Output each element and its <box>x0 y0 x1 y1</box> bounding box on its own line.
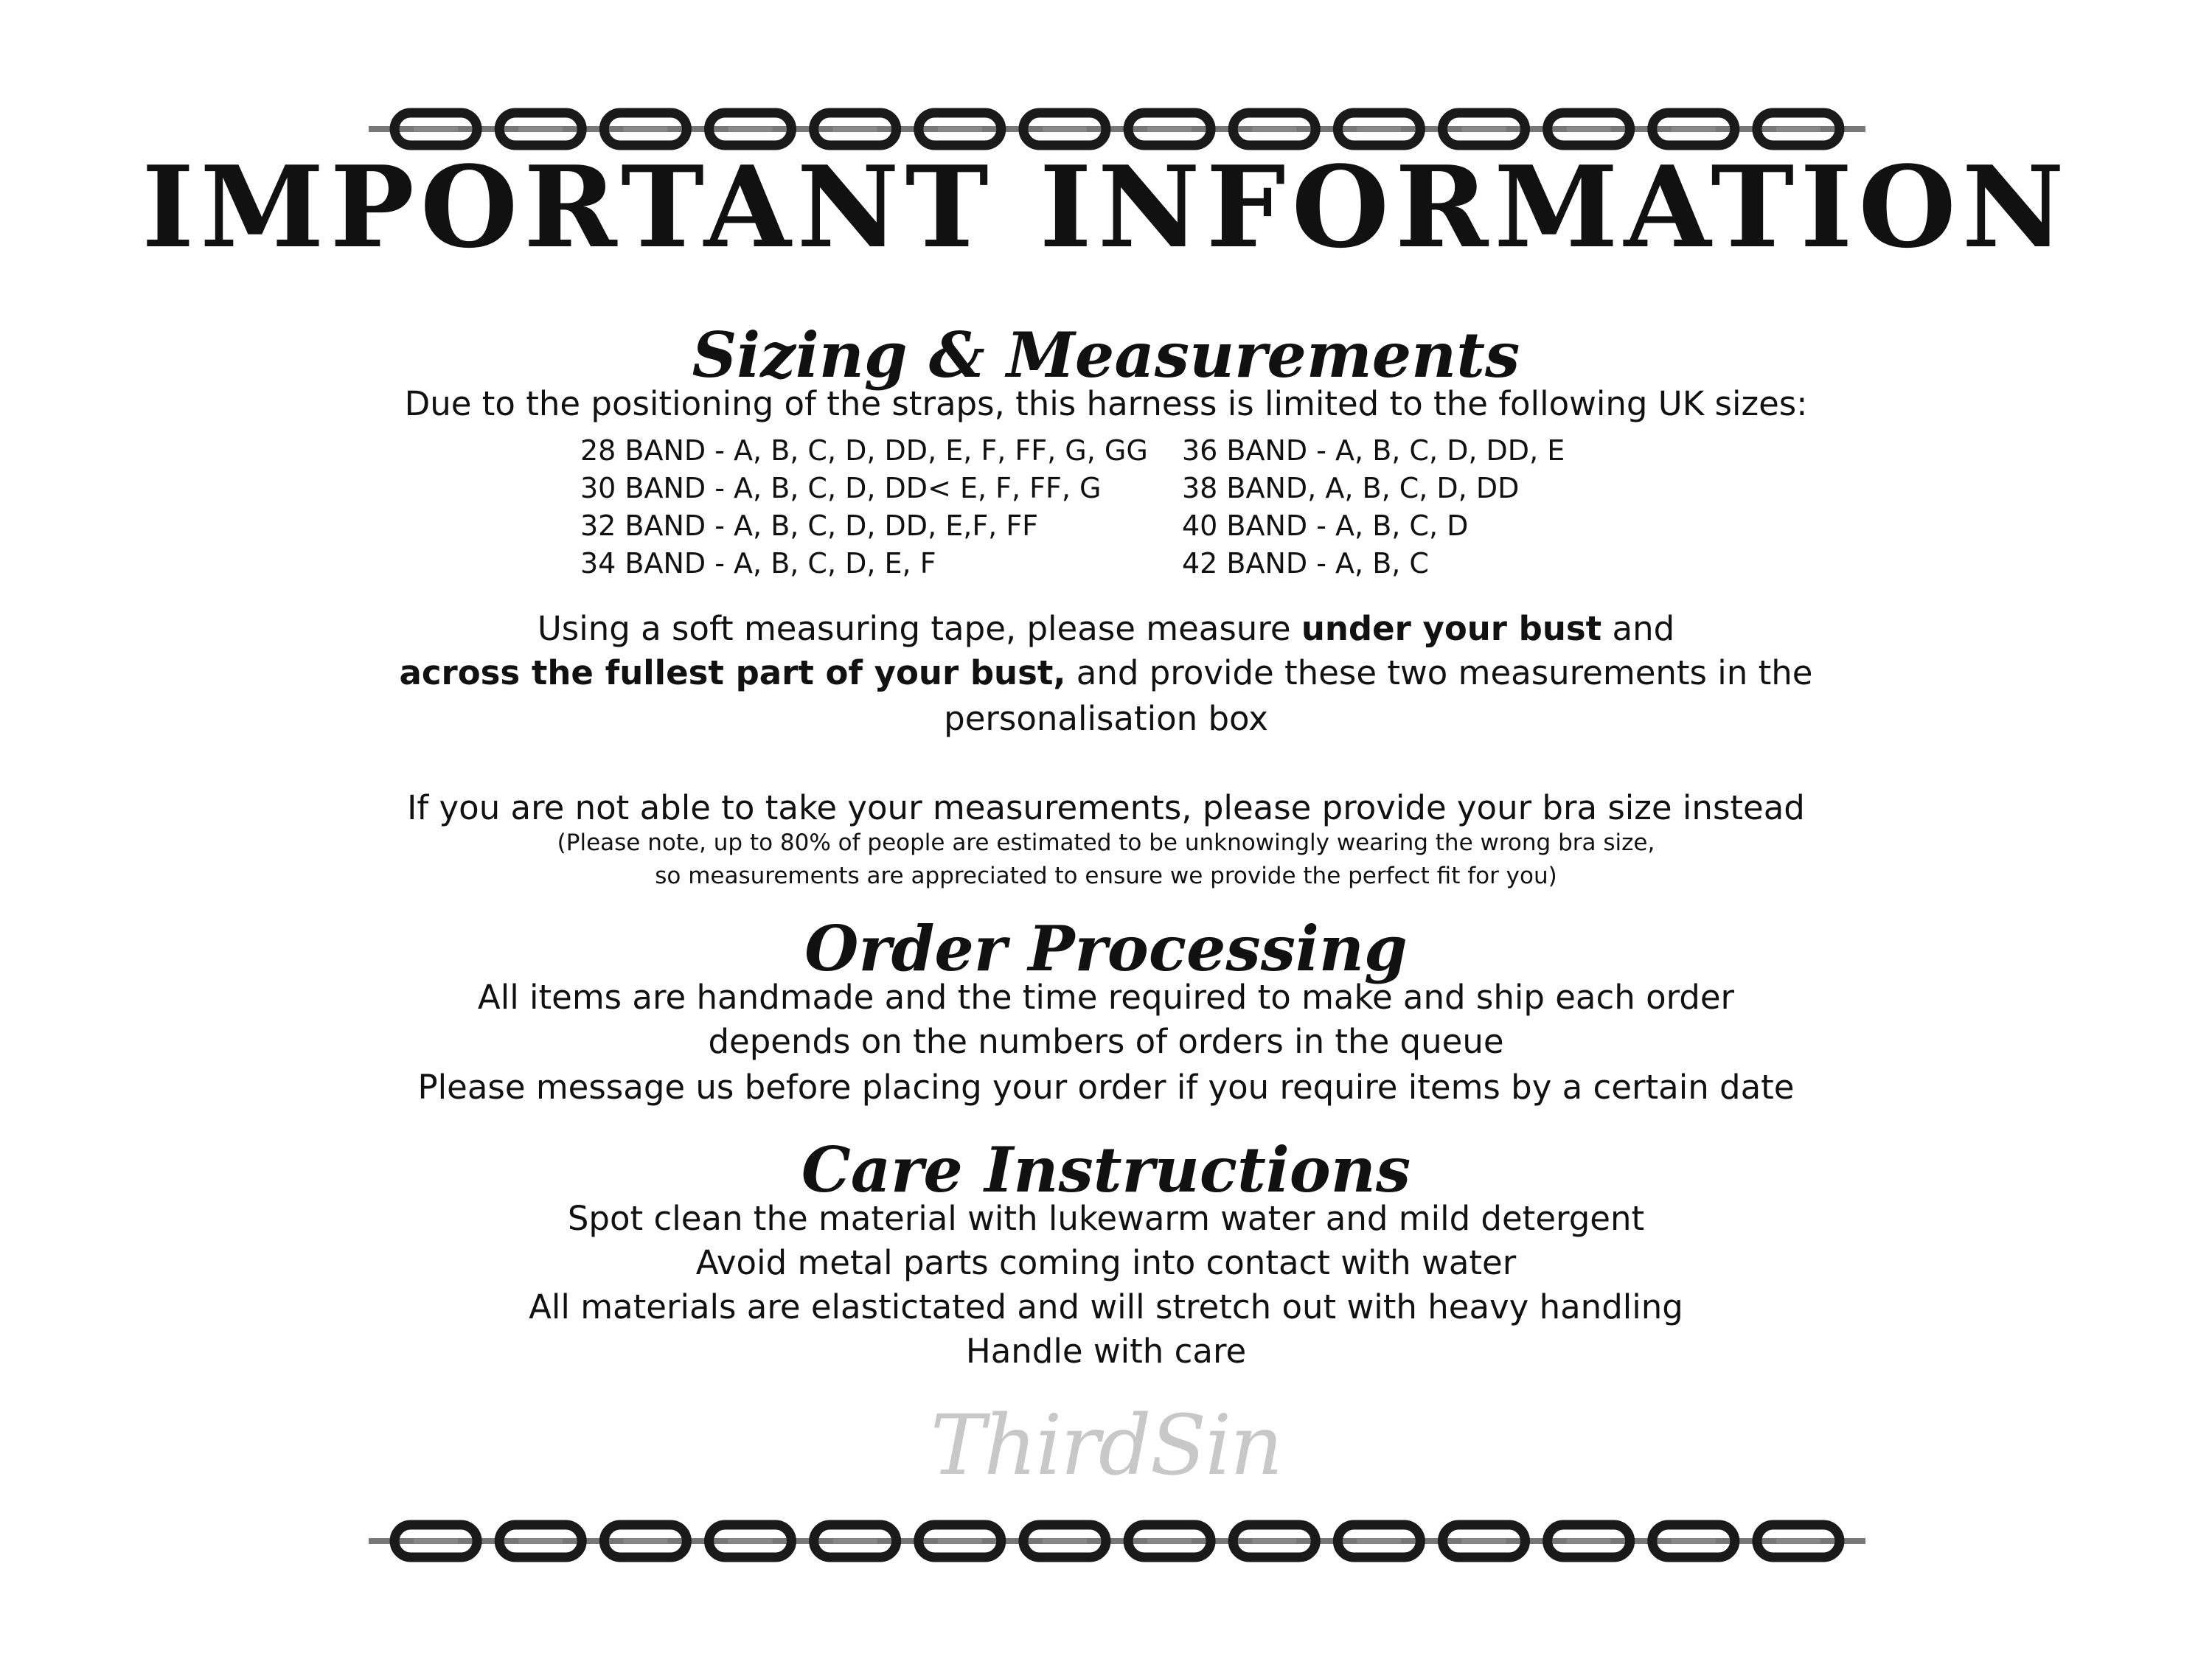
size-row: 42 BAND - A, B, C <box>1182 547 1429 580</box>
measure-text: and provide these two measurements in the <box>1065 653 1813 692</box>
size-row: 28 BAND - A, B, C, D, DD, E, F, FF, G, GG <box>580 434 1148 467</box>
order-line-1: All items are handmade and the time required to make and ship each order <box>477 978 1735 1017</box>
care-line-2: Avoid metal parts coming into contact with water <box>695 1243 1517 1282</box>
order-line-3: Please message us before placing your order if you require items by a certain date <box>417 1068 1795 1107</box>
measure-line-2 <box>0 653 2212 692</box>
order-line-2: depends on the numbers of orders in the queue <box>708 1022 1504 1061</box>
bra-size-alternative: If you are not able to take your measurements, please provide your bra size instead <box>407 788 1805 827</box>
size-row: 40 BAND - A, B, C, D <box>1182 509 1469 542</box>
size-row: 30 BAND - A, B, C, D, DD< E, F, FF, G <box>580 472 1102 504</box>
size-row: 36 BAND - A, B, C, D, DD, E <box>1182 434 1565 467</box>
care-line-1: Spot clean the material with lukewarm water and mild detergent <box>567 1199 1645 1238</box>
care-heading: Care Instructions <box>801 1133 1411 1206</box>
measure-text: and <box>1601 609 1675 648</box>
note-line-1: (Please note, up to 80% of people are estimated to be unknowingly wearing the wrong bra size, <box>557 830 1655 856</box>
care-line-3: All materials are elastictated and will stretch out with heavy handling <box>529 1287 1683 1326</box>
size-row: 32 BAND - A, B, C, D, DD, E,F, FF <box>580 509 1039 542</box>
sizes-left-column <box>580 434 1170 587</box>
sizes-right-column <box>1182 434 1698 587</box>
size-row: 38 BAND, A, B, C, D, DD <box>1182 472 1520 504</box>
measure-emphasis: across the fullest part of your bust, <box>399 653 1066 692</box>
brand-logo: ThirdSin <box>930 1398 1282 1494</box>
care-line-4: Handle with care <box>965 1332 1247 1371</box>
note-line-2: so measurements are appreciated to ensure we provide the perfect fit for you) <box>655 863 1557 889</box>
measure-emphasis: under your bust <box>1301 609 1602 648</box>
sizing-heading: Sizing & Measurements <box>692 319 1520 392</box>
sizing-intro: Due to the positioning of the straps, this harness is limited to the following UK sizes: <box>404 384 1808 423</box>
chain-border-bottom <box>369 1512 1865 1571</box>
order-heading: Order Processing <box>804 912 1408 985</box>
page-title: IMPORTANT INFORMATION <box>142 141 2070 273</box>
size-row: 34 BAND - A, B, C, D, E, F <box>580 547 936 580</box>
measure-line-3: personalisation box <box>944 699 1268 738</box>
measure-line-1 <box>0 609 2212 648</box>
measure-text: Using a soft measuring tape, please measure <box>537 609 1301 648</box>
